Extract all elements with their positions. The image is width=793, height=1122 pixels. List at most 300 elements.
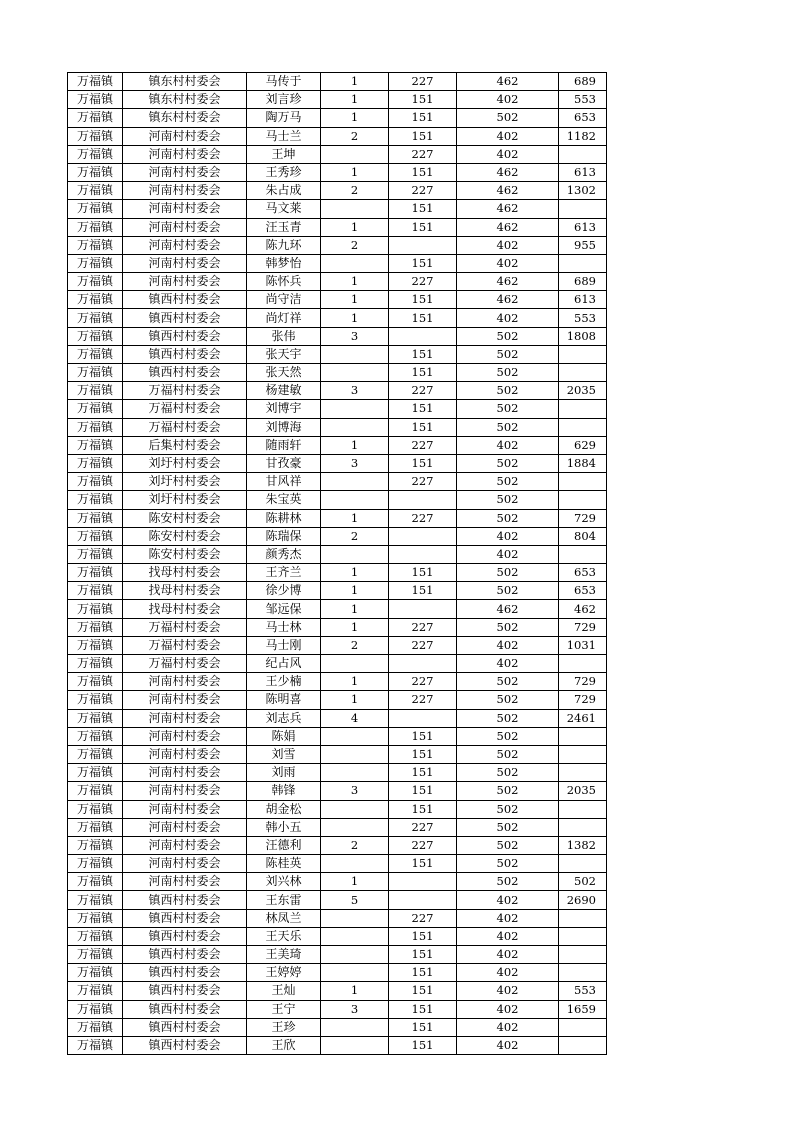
amount-a-cell: 151 <box>389 1000 457 1018</box>
amount-a-cell: 151 <box>389 163 457 181</box>
name-cell: 马士林 <box>247 618 321 636</box>
table-row <box>68 400 607 418</box>
village-cell: 河南村村委会 <box>123 818 247 836</box>
amount-a-cell: 227 <box>389 909 457 927</box>
table-row <box>68 109 607 127</box>
count-cell: 2 <box>321 127 389 145</box>
count-cell: 2 <box>321 236 389 254</box>
amount-a-cell: 151 <box>389 1018 457 1036</box>
table-row <box>68 418 607 436</box>
amount-b-cell: 402 <box>457 964 559 982</box>
name-cell: 邹远保 <box>247 600 321 618</box>
town-cell: 万福镇 <box>68 673 123 691</box>
table-row <box>68 927 607 945</box>
amount-a-cell: 151 <box>389 800 457 818</box>
name-cell: 陈怀兵 <box>247 273 321 291</box>
name-cell: 胡金松 <box>247 800 321 818</box>
amount-b-cell: 502 <box>457 400 559 418</box>
total-cell: 689 <box>559 73 607 91</box>
amount-b-cell: 502 <box>457 454 559 472</box>
town-cell: 万福镇 <box>68 309 123 327</box>
amount-b-cell: 502 <box>457 582 559 600</box>
village-cell: 镇西村村委会 <box>123 327 247 345</box>
table-row <box>68 964 607 982</box>
name-cell: 甘孜豪 <box>247 454 321 472</box>
total-cell: 2461 <box>559 709 607 727</box>
name-cell: 陈瑞保 <box>247 527 321 545</box>
amount-b-cell: 502 <box>457 691 559 709</box>
table-row <box>68 309 607 327</box>
town-cell: 万福镇 <box>68 254 123 272</box>
total-cell: 613 <box>559 163 607 181</box>
count-cell: 1 <box>321 618 389 636</box>
name-cell: 王珍 <box>247 1018 321 1036</box>
village-cell: 河南村村委会 <box>123 182 247 200</box>
count-cell: 5 <box>321 891 389 909</box>
count-cell: 3 <box>321 327 389 345</box>
table-row <box>68 727 607 745</box>
amount-b-cell: 502 <box>457 782 559 800</box>
amount-b-cell: 402 <box>457 127 559 145</box>
table-row <box>68 491 607 509</box>
name-cell: 杨建敏 <box>247 382 321 400</box>
table-row <box>68 836 607 854</box>
amount-b-cell: 462 <box>457 200 559 218</box>
count-cell: 2 <box>321 836 389 854</box>
town-cell: 万福镇 <box>68 218 123 236</box>
town-cell: 万福镇 <box>68 855 123 873</box>
amount-a-cell: 227 <box>389 509 457 527</box>
amount-b-cell: 402 <box>457 982 559 1000</box>
count-cell: 1 <box>321 691 389 709</box>
village-cell: 找母村村委会 <box>123 564 247 582</box>
village-cell: 镇西村村委会 <box>123 946 247 964</box>
amount-b-cell: 402 <box>457 436 559 454</box>
village-cell: 河南村村委会 <box>123 127 247 145</box>
amount-b-cell: 502 <box>457 727 559 745</box>
table-row <box>68 436 607 454</box>
total-cell: 689 <box>559 273 607 291</box>
town-cell: 万福镇 <box>68 418 123 436</box>
town-cell: 万福镇 <box>68 91 123 109</box>
name-cell: 朱宝英 <box>247 491 321 509</box>
village-cell: 镇西村村委会 <box>123 909 247 927</box>
amount-a-cell: 151 <box>389 964 457 982</box>
amount-b-cell: 502 <box>457 491 559 509</box>
name-cell: 王秀珍 <box>247 163 321 181</box>
amount-a-cell: 227 <box>389 618 457 636</box>
town-cell: 万福镇 <box>68 182 123 200</box>
count-cell: 1 <box>321 291 389 309</box>
name-cell: 徐少博 <box>247 582 321 600</box>
table-row <box>68 345 607 363</box>
count-cell: 1 <box>321 73 389 91</box>
count-cell <box>321 364 389 382</box>
table-row <box>68 564 607 582</box>
village-cell: 河南村村委会 <box>123 236 247 254</box>
amount-a-cell <box>389 545 457 563</box>
table-row <box>68 291 607 309</box>
village-cell: 找母村村委会 <box>123 600 247 618</box>
village-cell: 万福村村委会 <box>123 418 247 436</box>
amount-b-cell: 402 <box>457 236 559 254</box>
village-cell: 镇西村村委会 <box>123 345 247 363</box>
name-cell: 陈桂英 <box>247 855 321 873</box>
amount-a-cell: 227 <box>389 473 457 491</box>
count-cell: 1 <box>321 582 389 600</box>
town-cell: 万福镇 <box>68 364 123 382</box>
name-cell: 王宁 <box>247 1000 321 1018</box>
amount-b-cell: 502 <box>457 836 559 854</box>
town-cell: 万福镇 <box>68 709 123 727</box>
count-cell: 1 <box>321 564 389 582</box>
table-row <box>68 454 607 472</box>
name-cell: 王齐兰 <box>247 564 321 582</box>
table-row <box>68 236 607 254</box>
name-cell: 王婷婷 <box>247 964 321 982</box>
table-row <box>68 1036 607 1054</box>
village-cell: 河南村村委会 <box>123 218 247 236</box>
town-cell: 万福镇 <box>68 145 123 163</box>
village-cell: 后集村村委会 <box>123 436 247 454</box>
total-cell: 629 <box>559 436 607 454</box>
village-cell: 镇西村村委会 <box>123 891 247 909</box>
village-cell: 河南村村委会 <box>123 673 247 691</box>
village-cell: 河南村村委会 <box>123 691 247 709</box>
table-row <box>68 673 607 691</box>
town-cell: 万福镇 <box>68 1018 123 1036</box>
village-cell: 镇西村村委会 <box>123 1036 247 1054</box>
table-row <box>68 800 607 818</box>
amount-b-cell: 462 <box>457 291 559 309</box>
town-cell: 万福镇 <box>68 163 123 181</box>
count-cell <box>321 545 389 563</box>
count-cell <box>321 1036 389 1054</box>
town-cell: 万福镇 <box>68 764 123 782</box>
amount-b-cell: 402 <box>457 91 559 109</box>
name-cell: 陈娟 <box>247 727 321 745</box>
village-cell: 河南村村委会 <box>123 800 247 818</box>
amount-b-cell: 402 <box>457 927 559 945</box>
count-cell <box>321 927 389 945</box>
table-row <box>68 891 607 909</box>
count-cell <box>321 200 389 218</box>
town-cell: 万福镇 <box>68 73 123 91</box>
total-cell <box>559 491 607 509</box>
count-cell: 2 <box>321 527 389 545</box>
total-cell: 1302 <box>559 182 607 200</box>
amount-a-cell: 227 <box>389 818 457 836</box>
total-cell <box>559 254 607 272</box>
name-cell: 刘言珍 <box>247 91 321 109</box>
town-cell: 万福镇 <box>68 345 123 363</box>
total-cell: 1182 <box>559 127 607 145</box>
town-cell: 万福镇 <box>68 436 123 454</box>
total-cell: 729 <box>559 691 607 709</box>
town-cell: 万福镇 <box>68 400 123 418</box>
count-cell <box>321 418 389 436</box>
amount-b-cell: 402 <box>457 1018 559 1036</box>
name-cell: 王坤 <box>247 145 321 163</box>
table-row <box>68 818 607 836</box>
village-cell: 河南村村委会 <box>123 782 247 800</box>
name-cell: 陶万马 <box>247 109 321 127</box>
village-cell: 河南村村委会 <box>123 727 247 745</box>
count-cell: 2 <box>321 182 389 200</box>
count-cell <box>321 818 389 836</box>
count-cell: 2 <box>321 636 389 654</box>
village-cell: 镇西村村委会 <box>123 1018 247 1036</box>
name-cell: 刘博宇 <box>247 400 321 418</box>
village-cell: 陈安村村委会 <box>123 509 247 527</box>
village-cell: 河南村村委会 <box>123 873 247 891</box>
amount-a-cell: 227 <box>389 145 457 163</box>
count-cell: 1 <box>321 509 389 527</box>
count-cell: 3 <box>321 382 389 400</box>
town-cell: 万福镇 <box>68 127 123 145</box>
table-row <box>68 273 607 291</box>
name-cell: 刘博海 <box>247 418 321 436</box>
amount-b-cell: 502 <box>457 800 559 818</box>
amount-a-cell: 151 <box>389 946 457 964</box>
table-row <box>68 946 607 964</box>
village-cell: 河南村村委会 <box>123 855 247 873</box>
table-row <box>68 91 607 109</box>
village-cell: 镇东村村委会 <box>123 109 247 127</box>
total-cell: 955 <box>559 236 607 254</box>
amount-b-cell: 402 <box>457 909 559 927</box>
count-cell <box>321 727 389 745</box>
total-cell <box>559 655 607 673</box>
town-cell: 万福镇 <box>68 909 123 927</box>
town-cell: 万福镇 <box>68 982 123 1000</box>
total-cell <box>559 855 607 873</box>
town-cell: 万福镇 <box>68 382 123 400</box>
amount-a-cell: 151 <box>389 91 457 109</box>
town-cell: 万福镇 <box>68 1000 123 1018</box>
amount-b-cell: 462 <box>457 163 559 181</box>
name-cell: 马士兰 <box>247 127 321 145</box>
amount-b-cell: 402 <box>457 1000 559 1018</box>
total-cell <box>559 473 607 491</box>
town-cell: 万福镇 <box>68 582 123 600</box>
total-cell <box>559 927 607 945</box>
table-row <box>68 254 607 272</box>
total-cell: 804 <box>559 527 607 545</box>
amount-b-cell: 402 <box>457 145 559 163</box>
total-cell <box>559 364 607 382</box>
count-cell <box>321 946 389 964</box>
total-cell <box>559 800 607 818</box>
table-row <box>68 1000 607 1018</box>
village-cell: 镇西村村委会 <box>123 982 247 1000</box>
table-row <box>68 327 607 345</box>
village-cell: 镇西村村委会 <box>123 1000 247 1018</box>
town-cell: 万福镇 <box>68 527 123 545</box>
total-cell <box>559 745 607 763</box>
amount-a-cell: 151 <box>389 582 457 600</box>
town-cell: 万福镇 <box>68 655 123 673</box>
village-cell: 万福村村委会 <box>123 655 247 673</box>
name-cell: 马士刚 <box>247 636 321 654</box>
count-cell: 1 <box>321 436 389 454</box>
total-cell <box>559 909 607 927</box>
table-row <box>68 145 607 163</box>
count-cell: 1 <box>321 600 389 618</box>
village-cell: 镇西村村委会 <box>123 964 247 982</box>
amount-b-cell: 402 <box>457 891 559 909</box>
count-cell <box>321 855 389 873</box>
total-cell: 653 <box>559 582 607 600</box>
name-cell: 马文莱 <box>247 200 321 218</box>
town-cell: 万福镇 <box>68 800 123 818</box>
table-row <box>68 691 607 709</box>
village-cell: 河南村村委会 <box>123 200 247 218</box>
count-cell <box>321 400 389 418</box>
name-cell: 张天宇 <box>247 345 321 363</box>
table-row <box>68 364 607 382</box>
amount-b-cell: 502 <box>457 745 559 763</box>
total-cell <box>559 946 607 964</box>
amount-a-cell: 227 <box>389 436 457 454</box>
town-cell: 万福镇 <box>68 273 123 291</box>
name-cell: 汪德利 <box>247 836 321 854</box>
count-cell <box>321 145 389 163</box>
town-cell: 万福镇 <box>68 545 123 563</box>
town-cell: 万福镇 <box>68 946 123 964</box>
total-cell: 1808 <box>559 327 607 345</box>
count-cell <box>321 491 389 509</box>
village-cell: 河南村村委会 <box>123 254 247 272</box>
total-cell <box>559 964 607 982</box>
amount-b-cell: 462 <box>457 73 559 91</box>
amount-b-cell: 502 <box>457 764 559 782</box>
total-cell <box>559 1018 607 1036</box>
table-row <box>68 636 607 654</box>
table-body <box>68 73 607 1055</box>
amount-b-cell: 402 <box>457 636 559 654</box>
amount-b-cell: 502 <box>457 418 559 436</box>
count-cell <box>321 473 389 491</box>
amount-a-cell <box>389 527 457 545</box>
amount-a-cell <box>389 891 457 909</box>
village-cell: 河南村村委会 <box>123 273 247 291</box>
name-cell: 张天然 <box>247 364 321 382</box>
count-cell: 1 <box>321 673 389 691</box>
name-cell: 王美琦 <box>247 946 321 964</box>
town-cell: 万福镇 <box>68 109 123 127</box>
village-cell: 镇西村村委会 <box>123 364 247 382</box>
village-cell: 刘圩村村委会 <box>123 454 247 472</box>
town-cell: 万福镇 <box>68 564 123 582</box>
amount-b-cell: 402 <box>457 254 559 272</box>
total-cell <box>559 727 607 745</box>
name-cell: 陈耕林 <box>247 509 321 527</box>
amount-a-cell: 151 <box>389 982 457 1000</box>
village-cell: 刘圩村村委会 <box>123 491 247 509</box>
table-row <box>68 855 607 873</box>
name-cell: 王灿 <box>247 982 321 1000</box>
total-cell: 1382 <box>559 836 607 854</box>
total-cell: 553 <box>559 309 607 327</box>
name-cell: 尚守洁 <box>247 291 321 309</box>
amount-b-cell: 462 <box>457 182 559 200</box>
name-cell: 韩锋 <box>247 782 321 800</box>
total-cell <box>559 400 607 418</box>
town-cell: 万福镇 <box>68 236 123 254</box>
town-cell: 万福镇 <box>68 891 123 909</box>
table-row <box>68 982 607 1000</box>
village-cell: 河南村村委会 <box>123 764 247 782</box>
amount-a-cell: 151 <box>389 109 457 127</box>
village-cell: 河南村村委会 <box>123 836 247 854</box>
total-cell: 462 <box>559 600 607 618</box>
amount-b-cell: 462 <box>457 218 559 236</box>
amount-b-cell: 502 <box>457 509 559 527</box>
amount-a-cell: 151 <box>389 254 457 272</box>
count-cell: 1 <box>321 91 389 109</box>
name-cell: 陈九环 <box>247 236 321 254</box>
town-cell: 万福镇 <box>68 691 123 709</box>
village-cell: 万福村村委会 <box>123 382 247 400</box>
village-cell: 镇东村村委会 <box>123 73 247 91</box>
total-cell: 729 <box>559 618 607 636</box>
town-cell: 万福镇 <box>68 291 123 309</box>
town-cell: 万福镇 <box>68 782 123 800</box>
count-cell <box>321 254 389 272</box>
count-cell <box>321 909 389 927</box>
amount-a-cell: 227 <box>389 836 457 854</box>
count-cell: 3 <box>321 454 389 472</box>
table-row <box>68 582 607 600</box>
total-cell <box>559 345 607 363</box>
amount-b-cell: 402 <box>457 545 559 563</box>
amount-b-cell: 402 <box>457 1036 559 1054</box>
amount-a-cell: 151 <box>389 218 457 236</box>
amount-a-cell: 151 <box>389 782 457 800</box>
total-cell: 1884 <box>559 454 607 472</box>
name-cell: 朱占成 <box>247 182 321 200</box>
name-cell: 刘雨 <box>247 764 321 782</box>
amount-b-cell: 502 <box>457 673 559 691</box>
amount-a-cell <box>389 873 457 891</box>
total-cell: 653 <box>559 109 607 127</box>
total-cell: 502 <box>559 873 607 891</box>
amount-a-cell <box>389 600 457 618</box>
count-cell <box>321 800 389 818</box>
village-cell: 河南村村委会 <box>123 145 247 163</box>
name-cell: 颜秀杰 <box>247 545 321 563</box>
total-cell <box>559 1036 607 1054</box>
total-cell: 2035 <box>559 782 607 800</box>
village-cell: 镇西村村委会 <box>123 291 247 309</box>
town-cell: 万福镇 <box>68 927 123 945</box>
amount-a-cell <box>389 236 457 254</box>
amount-b-cell: 502 <box>457 709 559 727</box>
amount-a-cell <box>389 709 457 727</box>
table-row <box>68 782 607 800</box>
village-cell: 镇西村村委会 <box>123 927 247 945</box>
town-cell: 万福镇 <box>68 618 123 636</box>
count-cell <box>321 345 389 363</box>
village-cell: 镇西村村委会 <box>123 309 247 327</box>
name-cell: 马传于 <box>247 73 321 91</box>
total-cell: 2035 <box>559 382 607 400</box>
total-cell: 613 <box>559 218 607 236</box>
amount-b-cell: 402 <box>457 946 559 964</box>
village-cell: 陈安村村委会 <box>123 545 247 563</box>
amount-b-cell: 402 <box>457 527 559 545</box>
